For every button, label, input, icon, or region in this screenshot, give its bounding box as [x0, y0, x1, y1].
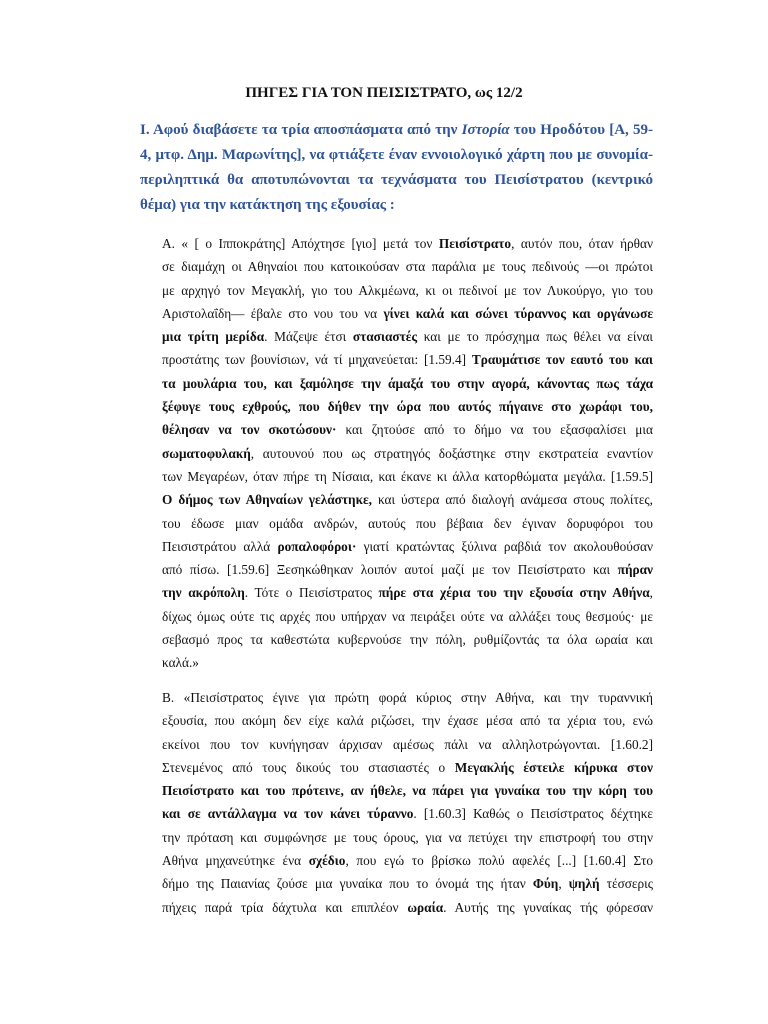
text-run: εξουσία, που ακόμη δεν είχε καλά ριζώσει, την έχασε μέσα από τα χέρια του, ενώ	[162, 713, 653, 729]
emphasized-text: Πεισίστρατο	[438, 236, 512, 251]
emphasized-text: Ο δήμος των Αθηναίων γελάστηκε,	[162, 492, 372, 508]
text-run: , αυτουνού που ως στρατηγός δοξάστηκε στην εκστρατεία εναντίον	[250, 445, 653, 461]
text-line	[162, 896, 653, 919]
document-title: ΠΗΓΕΣ ΓΙΑ ΤΟΝ ΠΕΙΣΙΣΤΡΑΤΟ, ως 12/2	[245, 85, 523, 101]
text-run: από πίσω. [1.59.6] Ξεσηκώθηκαν λοιπόν αυτοί μαζί με τον Πεισίστρατο και	[162, 562, 618, 578]
emphasized-text: πήρε στα χέρια του την εξουσία στην Αθήνα	[378, 585, 650, 601]
text-run: γιατί κρατώντας ξύλινα ραβδιά τον ακολουθούσαν	[356, 538, 653, 554]
emphasized-text: γίνει καλά και σώνει τύραννος και οργάνωσε	[383, 305, 654, 321]
source-b-excerpt	[162, 686, 653, 919]
text-run: του έδωσε μιαν ομάδα ανδρών, αυτούς που βέβαια δεν έγιναν δορυφόροι του	[162, 515, 653, 531]
text-line	[162, 325, 653, 348]
text-run: των Μεγαρέων, όταν πήρε τη Νίσαια, και έκανε κι άλλα κατορθώματα μεγάλα. [1.59.5]	[162, 468, 653, 484]
text-line	[162, 232, 653, 255]
text-run: με αρχηγό τον Μεγακλή, γιο του Αλκμέωνα, κι οι πεδινοί με τον Λυκούργο, γιο του	[162, 282, 653, 298]
emphasized-text: ωραία	[407, 899, 444, 915]
emphasized-text: πήραν	[617, 562, 653, 578]
text-run: Πεισιστράτου αλλά	[162, 538, 278, 554]
emphasized-text: Φύη	[532, 876, 559, 892]
instructions-part1: Ι. Αφού διαβάσετε τα τρία αποσπάσματα από την	[140, 122, 462, 138]
text-run: σεβασμό προς τα καθεστώτα κυβερνούσε την πόλη, ρυθμίζοντάς τα όλα ωραία και	[162, 632, 653, 648]
text-run: . Μάζεψε έτσι	[264, 329, 353, 345]
text-run: και με το πρόσχημα πως θέλει να είναι	[417, 329, 654, 345]
text-run: , που εγώ το βρίσκω πολύ αφελές [...] [1.60.4] Στο	[345, 853, 653, 869]
text-line	[162, 558, 653, 581]
text-run: Α. « [ ο Ιπποκράτης] Απόχτησε [γιο] μετά τον	[162, 236, 439, 251]
text-line	[162, 372, 653, 395]
text-line	[162, 605, 653, 628]
text-line	[162, 709, 653, 732]
text-line	[162, 302, 653, 325]
text-run: σε διαμάχη οι Αθηναίοι που κατοικούσαν στα παράλια με τους πεδινούς —οι πρώτοι	[162, 259, 653, 275]
text-run: , αυτόν που, όταν ήρθαν	[511, 236, 654, 251]
text-run: Β. «Πεισίστρατος έγινε για πρώτη φορά κύριος στην Αθήνα, και την τυραννική	[162, 690, 653, 705]
text-line	[162, 826, 653, 849]
text-line	[162, 802, 653, 825]
text-line	[162, 488, 653, 511]
text-run: . [1.60.3] Καθώς ο Πεισίστρατος δέχτηκε	[413, 806, 653, 822]
text-line	[162, 628, 653, 651]
emphasized-text: στασιαστές	[352, 329, 418, 345]
text-line	[162, 348, 653, 371]
instructions-work-title: Ιστορία	[461, 122, 510, 138]
text-run: και ύστερα από διαλογή ανάμεσα στους πολίτες,	[371, 492, 653, 508]
text-line	[162, 535, 653, 558]
emphasized-text: ξέφυγε τους εχθρούς, που δήθεν την ώρα που αυτός πήγαινε στο χωράφι του,	[162, 399, 653, 415]
text-run: ,	[649, 585, 653, 601]
emphasized-text: σχέδιο	[308, 853, 346, 869]
emphasized-text: Τραυμάτισε τον εαυτό του και	[471, 352, 654, 368]
text-line	[162, 279, 653, 302]
text-line	[162, 686, 653, 709]
assignment-instructions	[140, 118, 653, 218]
text-run: τέσσερις	[599, 876, 653, 892]
emphasized-text: την ακρόπολη	[162, 585, 245, 601]
emphasized-text: Πεισίστρατο και του πρότεινε, αν ήθελε, να πάρει για γυναίκα του την κόρη του	[162, 783, 653, 799]
text-run: ,	[558, 876, 569, 892]
text-run: Στενεμένος από τους δικούς του στασιαστές ο	[162, 759, 455, 775]
text-run: Αριστολαΐδη— έβαλε στο νου του να	[162, 305, 384, 321]
emphasized-text: μια τρίτη μερίδα	[162, 329, 265, 345]
text-line	[162, 465, 653, 488]
text-run: . Αυτής της γυναίκας τής φόρεσαν	[443, 899, 653, 915]
text-line	[162, 418, 653, 441]
text-line	[162, 512, 653, 535]
emphasized-text: ψηλή	[568, 876, 600, 892]
source-a-excerpt	[162, 232, 653, 675]
text-run: εκείνοι που τον κυνήγησαν άρχισαν αμέσως πάλι να αλληλοτρώγονται. [1.60.2]	[162, 736, 653, 752]
text-line	[162, 581, 653, 604]
text-run: Αθήνα μηχανεύτηκε ένα	[162, 853, 309, 869]
text-line	[162, 779, 653, 802]
text-line	[162, 733, 653, 756]
emphasized-text: και σε αντάλλαγμα να τον κάνει τύραννο	[162, 806, 414, 822]
text-line	[162, 442, 653, 465]
text-line	[162, 395, 653, 418]
text-run: δήμο της Παιανίας ζούσε μια γυναίκα που το όνομά της ήταν	[162, 876, 533, 892]
emphasized-text: Μεγακλής έστειλε κήρυκα στον	[454, 759, 653, 775]
emphasized-text: τα μουλάρια του, και ξαμόλησε την άμαξά του στην αγορά, κάνοντας πως τάχα	[162, 375, 653, 391]
text-line	[162, 849, 653, 872]
text-run: καλά.»	[162, 655, 199, 671]
text-run: πήχεις παρά τρία δάχτυλα και επιπλέον	[162, 899, 408, 915]
text-run: προστάτης των βουνίσιων, νά τί μηχανεύεται: [1.59.4]	[162, 352, 472, 368]
text-run: και ζητούσε από το δήμο να του εξασφαλίσει μια	[336, 422, 653, 438]
text-run: δίχως όμως ούτε τις αρχές που υπήρχαν να πειράξει ούτε να αλλάξει τους θεσμούς· με	[162, 608, 653, 624]
text-line	[162, 651, 653, 674]
emphasized-text: ροπαλοφόροι·	[277, 538, 357, 554]
text-line	[162, 872, 653, 895]
emphasized-text: σωματοφυλακή	[162, 445, 251, 461]
instructions-part2: του Ηροδότου [Α, 59-4, μτφ. Δημ. Μαρωνίτης], να φτιάξετε έναν εννοιολογικό χάρτη που με συνομία-περιληπτικά θα αποτυπώνονται τα τεχνάσματα του Πεισίστρατου (κεντρικό θέμα) για την κατάκτηση της εξουσίας :	[140, 122, 654, 213]
text-line	[162, 255, 653, 278]
text-line	[162, 756, 653, 779]
emphasized-text: θέλησαν να τον σκοτώσουν·	[162, 422, 337, 438]
text-run: την πρόταση και συμφώνησε με τους όρους, για να πετύχει την επιστροφή του στην	[162, 829, 653, 845]
text-run: . Τότε ο Πεισίστρατος	[244, 585, 379, 601]
